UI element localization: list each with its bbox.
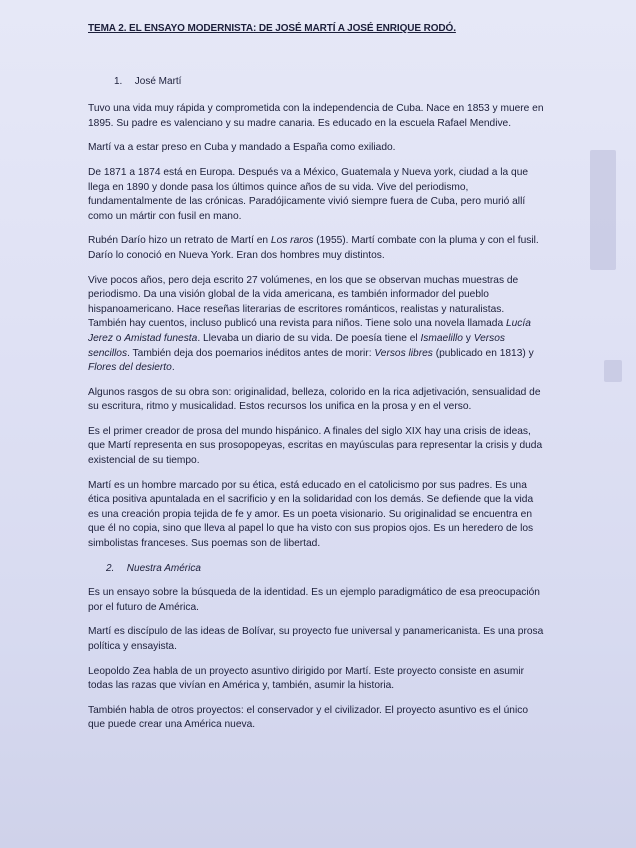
paper-stain-small <box>604 360 622 382</box>
paragraph-7: Es el primer creador de prosa del mundo hispánico. A finales del siglo XIX hay una crisis de ideas, que Martí representa en sus prosopopeyas, escritas en mayúsculas para representar la crisis y duda existencial de su tiempo. <box>88 425 543 467</box>
text-run: (1955). Martí combate con la pluma y con el fusil. Darío lo conoció en Nueva York. Eran dos hombres muy distintos. <box>88 235 539 261</box>
text-run: . Llevaba un diario de su vida. De poesía tiene el <box>197 332 421 344</box>
paragraph-2: Martí va a estar preso en Cuba y mandado a España como exiliado. <box>88 142 396 154</box>
section-heading-jose-marti <box>114 75 544 90</box>
paragraph-5 <box>88 274 544 376</box>
section-title: Nuestra América <box>126 562 201 574</box>
paragraph-8: Martí es un hombre marcado por su ética, está educado en el catolicismo por sus padres. Es una ética positiva apuntalada en el sacrificio y en la solidaridad con los demás. Se defiende que la vida es una creación propia tejida de fe y amor. Es un poeta visionario. Su originalidad se encuentra en que él no copia, sino que lleva al papel lo que ha visto con sus propios ojos. Es un heredero de los simbolistas franceses. Sus poemas son de libertad. <box>88 479 534 550</box>
document-body <box>88 14 544 733</box>
book-title: Versos sencillos <box>88 332 506 359</box>
book-title: Versos libres <box>374 347 433 359</box>
section-title: José Martí <box>134 75 182 87</box>
paragraph-6: Algunos rasgos de su obra son: originalidad, belleza, colorido en la rica adjetivación, sensualidad de su escritura, ritmo y musicalidad. Estos recursos los unifica en la prosa y en el verso. <box>88 386 541 413</box>
paragraph-1: Tuvo una vida muy rápida y comprometida con la independencia de Cuba. Nace en 1853 y muere en 1895. Su padre es valenciano y su madre canaria. Es educado en la escuela Rafael Mendive. <box>88 103 544 129</box>
text-run: o <box>112 332 125 344</box>
text-run: . También deja dos poemarios inéditos antes de morir: <box>127 347 375 359</box>
paragraph-3: De 1871 a 1874 está en Europa. Después va a México, Guatemala y Nueva york, ciudad a la que llega en 1890 y donde pasa los últimos quince años de su vida. Vive del periodismo, fundamentalmente de las crónicas. Paradójicamente vivió siempre fuera de Cuba, pero murió allí como un mártir con fusil en mano. <box>88 166 529 222</box>
book-title: Amistad funesta <box>124 332 198 344</box>
book-title: Los raros <box>270 235 314 247</box>
text-run: (publicado en 1813) y <box>432 347 534 359</box>
book-title: Ismaelillo <box>420 332 463 344</box>
paragraph-10: Martí es discípulo de las ideas de Bolívar, su proyecto fue universal y panamericanista. Es una prosa política y ensayista. <box>88 626 544 652</box>
text-run: Rubén Darío hizo un retrato de Martí en <box>88 235 271 247</box>
section-number: 1. <box>114 75 123 87</box>
paragraph-12: También habla de otros proyectos: el conservador y el civilizador. El proyecto asuntivo es el único que puede crear una América nueva. <box>88 704 528 731</box>
paragraph-4 <box>88 234 544 263</box>
paper-stain <box>590 150 616 270</box>
section-heading-nuestra-america <box>106 562 544 577</box>
text-run: . <box>171 362 175 374</box>
book-title: Lucía Jerez <box>88 318 531 344</box>
text-run: y <box>462 332 474 344</box>
paragraph-11: Leopoldo Zea habla de un proyecto asuntivo dirigido por Martí. Este proyecto consiste en asumir todas las razas que vivían en América y, también, asumir la historia. <box>88 665 525 692</box>
book-title: Flores del desierto <box>88 362 172 374</box>
paragraph-9: Es un ensayo sobre la búsqueda de la identidad. Es un ejemplo paradigmático de esa preocupación por el futuro de América. <box>88 587 540 613</box>
text-run: Vive pocos años, pero deja escrito 27 volúmenes, en los que se observan muchas muestras de periodismo. Da una visión global de la vida americana, es también informador del pueblo hispanoamericano. Hace reseñas literarias de escritores románticos, realistas y naturalistas. También hay cuentos, incluso publicó una revista para niños. Tiene solo una novela llamada <box>88 274 519 330</box>
section-number: 2. <box>106 562 115 574</box>
document-title: TEMA 2. EL ENSAYO MODERNISTA: DE JOSÉ MARTÍ A JOSÉ ENRIQUE RODÓ. <box>88 23 456 34</box>
